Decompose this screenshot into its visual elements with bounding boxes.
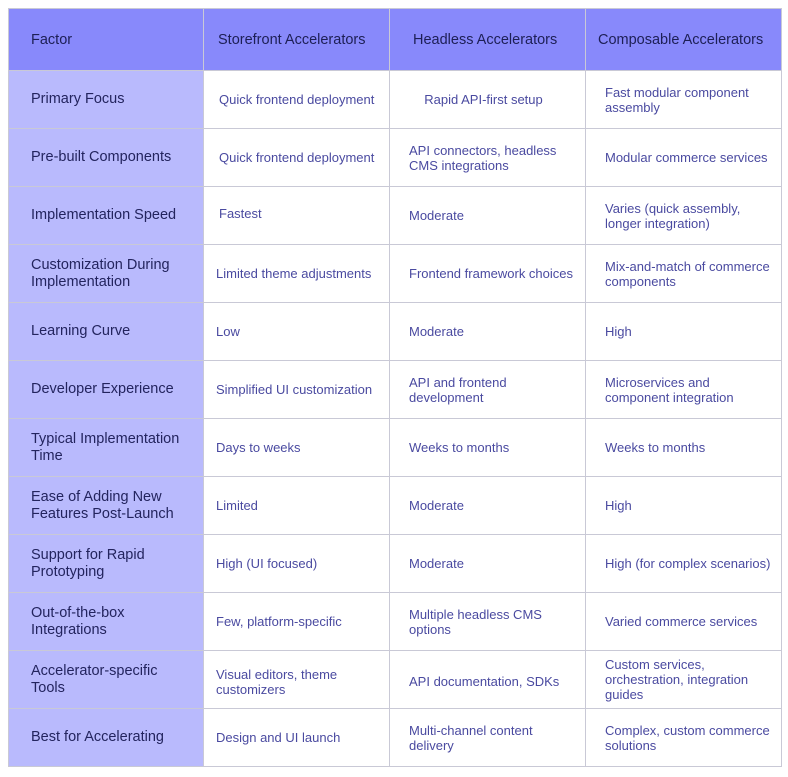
storefront-cell: [204, 535, 390, 593]
cell-text: Custom services, orchestration, integration guides: [605, 657, 749, 702]
factor-cell: [9, 477, 204, 535]
cell-text: Varies (quick assembly, longer integration): [605, 200, 741, 231]
header-composable: Composable Accelerators: [586, 9, 782, 71]
table-row: [9, 361, 782, 419]
table-row: [9, 651, 782, 709]
composable-cell: [586, 477, 782, 535]
cell-text: Implementation Speed: [31, 207, 177, 223]
cell-text: API connectors, headless CMS integrations: [409, 142, 557, 173]
factor-cell: [9, 245, 204, 303]
headless-cell: [390, 303, 586, 361]
factor-cell: [9, 303, 204, 361]
cell-text: Moderate: [409, 208, 464, 223]
cell-text: API and frontend development: [409, 374, 507, 405]
cell-text: Developer Experience: [31, 381, 174, 397]
headless-cell: [390, 187, 586, 245]
cell-text: Simplified UI customization: [216, 382, 373, 397]
headless-cell: [390, 71, 586, 129]
cell-text: Moderate: [409, 556, 464, 571]
header-storefront: Storefront Accelerators: [204, 9, 390, 71]
cell-text: Rapid API-first setup: [424, 92, 543, 107]
storefront-cell: [204, 709, 390, 767]
cell-text: Limited theme adjustments: [216, 266, 372, 281]
cell-text: Visual editors, theme customizers: [216, 666, 338, 697]
storefront-cell: [204, 245, 390, 303]
storefront-cell: [204, 477, 390, 535]
headless-cell: [390, 361, 586, 419]
headless-cell: [390, 535, 586, 593]
storefront-cell: [204, 129, 390, 187]
factor-cell: [9, 535, 204, 593]
cell-text: Moderate: [409, 498, 464, 513]
factor-cell: [9, 71, 204, 129]
table-header: [9, 9, 782, 71]
table-row: [9, 245, 782, 303]
composable-cell: [586, 709, 782, 767]
storefront-cell: [204, 303, 390, 361]
cell-text: Multi-channel content delivery: [409, 722, 533, 753]
cell-text: Learning Curve: [31, 323, 131, 339]
table-row: [9, 303, 782, 361]
cell-text: Few, platform-specific: [216, 614, 342, 629]
storefront-cell: [204, 651, 390, 709]
headless-cell: [390, 477, 586, 535]
headless-cell: [390, 593, 586, 651]
composable-cell: [586, 71, 782, 129]
headless-cell: [390, 709, 586, 767]
cell-text: High (for complex scenarios): [605, 556, 771, 571]
cell-text: Quick frontend deployment: [219, 92, 375, 107]
storefront-cell: [204, 593, 390, 651]
cell-text: Complex, custom commerce solutions: [605, 722, 770, 753]
cell-text: Best for Accelerating: [31, 729, 164, 745]
table-row: [9, 477, 782, 535]
cell-text: Typical Implementation Time: [31, 430, 180, 464]
composable-cell: [586, 245, 782, 303]
cell-text: Primary Focus: [31, 91, 125, 107]
cell-text: API documentation, SDKs: [409, 674, 560, 689]
cell-text: Weeks to months: [409, 440, 510, 455]
table-row: [9, 535, 782, 593]
cell-text: Microservices and component integration: [605, 374, 734, 405]
composable-cell: [586, 535, 782, 593]
table-row: [9, 593, 782, 651]
cell-text: High: [605, 498, 632, 513]
cell-text: Days to weeks: [216, 440, 301, 455]
storefront-cell: [204, 361, 390, 419]
factor-cell: [9, 129, 204, 187]
composable-cell: [586, 593, 782, 651]
cell-text: Modular commerce services: [605, 150, 768, 165]
comparison-table: [8, 8, 782, 767]
header-factor: Factor: [9, 9, 204, 71]
cell-text: Out-of-the-box Integrations: [31, 604, 125, 638]
storefront-cell: [204, 187, 390, 245]
table-row: [9, 187, 782, 245]
cell-text: Accelerator-specific Tools: [31, 662, 158, 696]
cell-text: Moderate: [409, 324, 464, 339]
composable-cell: [586, 419, 782, 477]
headless-cell: [390, 651, 586, 709]
table-row: [9, 709, 782, 767]
cell-text: Multiple headless CMS options: [409, 606, 542, 637]
table-body: [9, 71, 782, 767]
cell-text: Pre-built Components: [31, 149, 172, 165]
storefront-cell: [204, 71, 390, 129]
cell-text: Weeks to months: [605, 440, 706, 455]
cell-text: Limited: [216, 498, 258, 513]
composable-cell: [586, 129, 782, 187]
cell-text: Quick frontend deployment: [219, 150, 375, 165]
cell-text: Frontend framework choices: [409, 266, 574, 281]
headless-cell: [390, 245, 586, 303]
composable-cell: [586, 187, 782, 245]
header-headless: Headless Accelerators: [390, 9, 586, 71]
headless-cell: [390, 419, 586, 477]
composable-cell: [586, 361, 782, 419]
cell-text: High: [605, 324, 632, 339]
factor-cell: [9, 651, 204, 709]
header-row: [9, 9, 782, 71]
composable-cell: [586, 303, 782, 361]
cell-text: Support for Rapid Prototyping: [31, 546, 145, 580]
storefront-cell: [204, 419, 390, 477]
comparison-table-container: [8, 8, 781, 767]
cell-text: Design and UI launch: [216, 730, 341, 745]
cell-text: High (UI focused): [216, 556, 318, 571]
cell-text: Customization During Implementation: [31, 256, 170, 290]
cell-text: Varied commerce services: [605, 614, 758, 629]
table-row: [9, 129, 782, 187]
cell-text: Ease of Adding New Features Post-Launch: [31, 488, 174, 522]
table-row: [9, 71, 782, 129]
cell-text: Low: [216, 324, 240, 339]
factor-cell: [9, 709, 204, 767]
factor-cell: [9, 361, 204, 419]
factor-cell: [9, 593, 204, 651]
cell-text: Mix-and-match of commerce components: [605, 258, 770, 289]
factor-cell: [9, 187, 204, 245]
table-row: [9, 419, 782, 477]
composable-cell: [586, 651, 782, 709]
cell-text: Fast modular component assembly: [605, 84, 749, 115]
factor-cell: [9, 419, 204, 477]
headless-cell: [390, 129, 586, 187]
cell-text: Fastest: [219, 206, 262, 221]
